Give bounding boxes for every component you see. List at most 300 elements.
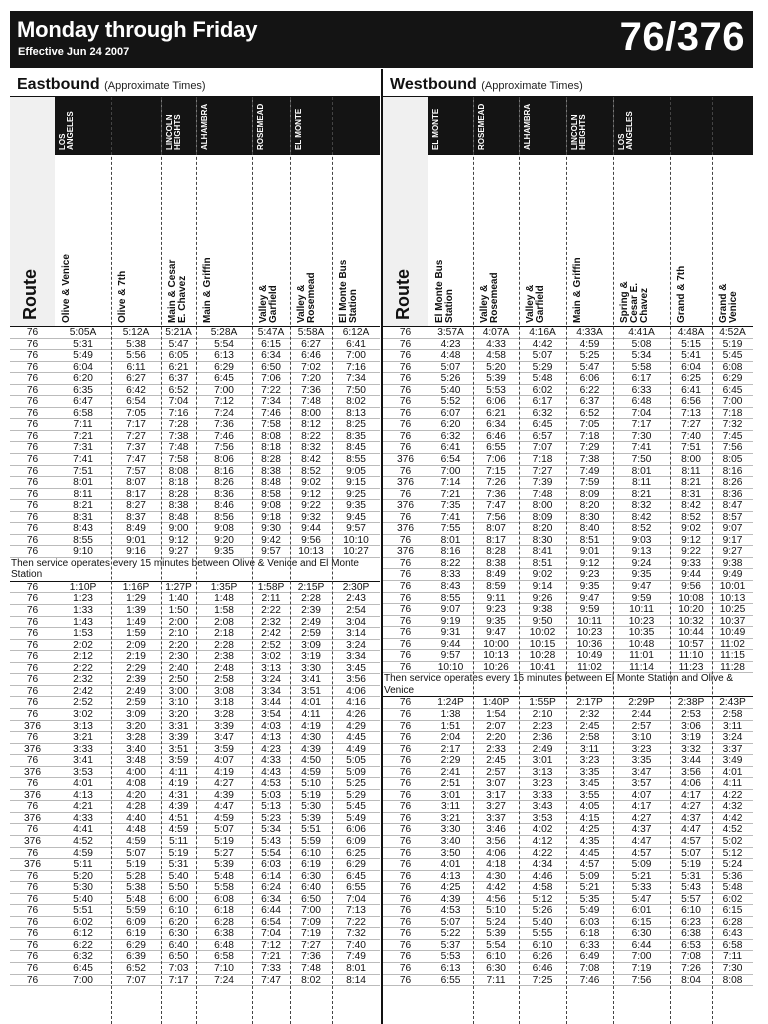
time-cell: 5:49 [579, 905, 600, 917]
time-cell: 4:08 [126, 778, 146, 790]
time-cell: 3:43 [532, 801, 553, 813]
route-cell: 76 [399, 812, 412, 824]
time-cell: 11:01 [629, 650, 654, 662]
column-divider [252, 97, 253, 1024]
route-cell: 76 [399, 720, 412, 732]
time-cell: 6:22 [73, 939, 93, 951]
time-cell: 7:45 [722, 430, 743, 442]
time-cell: 4:25 [579, 824, 600, 836]
time-cell: 2:39 [301, 605, 321, 617]
time-cell: 10:37 [719, 615, 746, 627]
time-cell: 7:33 [261, 962, 281, 974]
route-cell: 376 [24, 766, 41, 778]
route-cell: 76 [399, 778, 412, 790]
time-cell: 6:37 [579, 396, 600, 408]
route-cell: 76 [399, 661, 412, 673]
time-cell: 6:48 [631, 396, 652, 408]
time-cell: 4:21 [73, 801, 93, 813]
time-cell: 8:49 [126, 523, 146, 535]
time-cell: 3:33 [73, 743, 93, 755]
time-cell: 2:28 [214, 639, 234, 651]
time-cell: 5:41 [681, 350, 701, 362]
time-cell: 3:41 [301, 674, 321, 686]
time-cell: 4:57 [681, 835, 701, 847]
time-cell: 5:15 [681, 338, 701, 350]
table-row [10, 350, 380, 362]
table-row [383, 500, 753, 512]
time-cell: 7:18 [579, 430, 600, 442]
table-row [383, 627, 753, 639]
time-cell: 3:37 [722, 743, 743, 755]
time-cell: 2:48 [214, 662, 234, 674]
time-cell: 11:28 [720, 661, 745, 673]
table-row [383, 709, 753, 721]
time-cell: 7:19 [301, 928, 321, 940]
time-cell: 5:35 [579, 893, 600, 905]
time-cell: 8:46 [214, 500, 234, 512]
time-cell: 3:56 [346, 674, 366, 686]
route-cell: 76 [26, 893, 39, 905]
time-cell: 6:30 [631, 928, 652, 940]
table-row [383, 732, 753, 744]
table-row [383, 604, 753, 616]
time-cell: 10:49 [719, 627, 746, 639]
time-cell: 4:53 [261, 778, 281, 790]
time-cell: 9:07 [440, 604, 461, 616]
time-cell: 5:19 [681, 859, 701, 871]
route-cell: 76 [26, 327, 39, 338]
time-cell: 4:15 [579, 812, 600, 824]
time-cell: 5:05 [346, 755, 366, 767]
time-cell: 9:17 [722, 534, 743, 546]
service-note: Then service operates every 15 minutes between Olive & Venice and El Monte Station [10, 558, 380, 582]
time-cell: 5:09 [346, 766, 366, 778]
route-cell: 76 [26, 939, 39, 951]
time-cell: 7:47 [486, 500, 506, 512]
time-cell: 9:18 [261, 511, 281, 523]
stop-header [252, 154, 290, 326]
time-cell: 2:20 [486, 732, 506, 744]
time-cell: 6:54 [261, 916, 281, 928]
time-cell: 5:12 [532, 893, 553, 905]
time-cell: 8:55 [440, 592, 461, 604]
time-cell: 7:00 [440, 465, 461, 477]
time-cell: 4:13 [73, 789, 93, 801]
route-cell: 76 [26, 778, 39, 790]
table-row [10, 744, 380, 756]
route-cell: 376 [24, 859, 41, 871]
time-cell: 6:10 [168, 905, 189, 917]
time-cell: 5:53 [486, 384, 506, 396]
time-cell: 5:12 [722, 847, 743, 859]
time-cell: 10:10 [343, 534, 369, 546]
time-cell: 8:32 [631, 500, 652, 512]
table-row [383, 489, 753, 501]
westbound-title-text: Westbound [390, 76, 477, 93]
route-cell: 76 [399, 384, 412, 396]
time-cell: 6:32 [532, 407, 553, 419]
time-cell: 2:42 [73, 685, 93, 697]
time-cell: 5:59 [126, 905, 146, 917]
time-cell: 5:24 [486, 916, 506, 928]
time-cell: 4:11 [722, 778, 743, 790]
route-cell: 76 [399, 407, 412, 419]
time-cell: 4:57 [579, 859, 600, 871]
table-row [383, 975, 753, 987]
time-cell: 2:38P [677, 697, 705, 709]
time-cell: 7:56 [486, 511, 506, 523]
table-row [383, 546, 753, 558]
time-cell: 5:45 [346, 801, 366, 813]
time-cell: 4:11 [168, 766, 189, 778]
time-cell: 6:40 [168, 939, 189, 951]
table-row [383, 871, 753, 883]
route-cell: 76 [399, 893, 412, 905]
time-cell: 6:44 [261, 905, 281, 917]
time-cell: 4:53 [440, 905, 461, 917]
time-cell: 2:30 [168, 651, 189, 663]
time-cell: 8:58 [261, 488, 281, 500]
city-name: LOS ANGELES [58, 111, 75, 150]
time-cell: 3:00 [168, 685, 189, 697]
time-cell: 7:40 [346, 939, 366, 951]
route-cell: 76 [399, 569, 412, 581]
time-cell: 6:37 [168, 373, 189, 385]
time-cell: 2:59 [126, 697, 146, 709]
route-cell: 76 [26, 605, 39, 617]
time-cell: 8:09 [579, 488, 600, 500]
time-cell: 8:52 [631, 523, 652, 535]
time-cell: 5:53 [440, 951, 461, 963]
time-cell: 4:39 [168, 801, 189, 813]
city-band [428, 97, 753, 154]
time-cell: 3:55 [579, 789, 600, 801]
table-row [10, 396, 380, 408]
route-cell: 376 [24, 743, 41, 755]
route-cell: 76 [399, 361, 412, 373]
time-cell: 5:24 [722, 859, 743, 871]
time-cell: 8:31 [681, 488, 701, 500]
time-cell: 6:30 [486, 962, 506, 974]
table-row [383, 362, 753, 374]
time-cell: 10:48 [628, 638, 655, 650]
route-cell: 76 [26, 870, 39, 882]
time-cell: 3:44 [681, 755, 701, 767]
time-cell: 5:30 [73, 882, 93, 894]
time-cell: 7:22 [346, 916, 366, 928]
time-cell: 5:50 [168, 882, 189, 894]
table-row [10, 535, 380, 547]
time-cell: 6:29 [346, 859, 366, 871]
time-cell: 9:26 [532, 592, 553, 604]
time-cell: 8:41 [532, 546, 553, 558]
route-cell: 76 [26, 662, 39, 674]
eastbound-title-text: Eastbound [17, 76, 100, 93]
time-cell: 3:39 [168, 732, 189, 744]
time-cell: 3:35 [579, 766, 600, 778]
time-cell: 6:13 [440, 962, 461, 974]
route-cell: 76 [26, 581, 39, 593]
route-cell: 76 [399, 847, 412, 859]
time-cell: 7:19 [631, 962, 652, 974]
table-row [10, 373, 380, 385]
time-cell: 8:21 [73, 500, 93, 512]
time-cell: 7:39 [532, 477, 553, 489]
time-cell: 10:23 [628, 615, 655, 627]
time-cell: 2:40 [168, 662, 189, 674]
time-cell: 7:30 [722, 962, 743, 974]
time-cell: 2:07 [486, 720, 506, 732]
table-row [383, 616, 753, 628]
time-cell: 2:58 [214, 674, 234, 686]
time-cell: 10:20 [678, 604, 704, 616]
route-cell: 376 [24, 720, 41, 732]
time-cell: 8:30 [579, 511, 600, 523]
time-cell: 6:20 [73, 373, 93, 385]
time-cell: 1:53 [73, 628, 93, 640]
time-cell: 6:15 [722, 905, 743, 917]
time-cell: 3:56 [681, 766, 701, 778]
time-cell: 7:08 [681, 951, 701, 963]
table-row [383, 327, 753, 339]
route-cell: 76 [26, 488, 39, 500]
time-cell: 8:08 [722, 974, 743, 986]
time-cell: 3:47 [214, 732, 234, 744]
time-cell: 7:26 [486, 477, 506, 489]
time-cell: 4:20 [126, 789, 146, 801]
time-cell: 6:01 [631, 905, 652, 917]
time-cell: 9:16 [126, 546, 146, 558]
time-cell: 2:23 [532, 720, 553, 732]
time-cell: 8:31 [73, 511, 93, 523]
time-cell: 3:02 [261, 651, 281, 663]
time-cell: 2:17 [440, 743, 461, 755]
route-cell: 76 [26, 974, 39, 986]
time-cell: 8:56 [214, 511, 234, 523]
time-cell: 8:11 [631, 477, 652, 489]
time-cell: 3:18 [214, 697, 234, 709]
route-cell: 76 [26, 628, 39, 640]
time-cell: 6:27 [301, 338, 321, 350]
time-cell: 5:39 [301, 812, 321, 824]
time-cell: 7:36 [214, 419, 234, 431]
time-cell: 3:47 [631, 766, 652, 778]
time-cell: 6:19 [301, 859, 321, 871]
time-cell: 4:03 [261, 720, 281, 732]
time-cell: 3:45 [346, 662, 366, 674]
time-cell: 6:25 [346, 847, 366, 859]
time-cell: 5:07 [126, 847, 146, 859]
table-row [383, 396, 753, 408]
time-cell: 9:10 [73, 546, 93, 558]
time-cell: 9:02 [532, 569, 553, 581]
time-cell: 8:51 [532, 557, 553, 569]
time-cell: 9:27 [722, 546, 743, 558]
eastbound-timetable [10, 326, 380, 986]
time-cell: 7:24 [214, 407, 234, 419]
time-cell: 4:37 [631, 824, 652, 836]
time-cell: 3:01 [532, 755, 553, 767]
time-cell: 3:40 [126, 743, 146, 755]
route-cell: 76 [399, 581, 412, 593]
time-cell: 8:00 [681, 454, 701, 466]
city-header [252, 97, 290, 154]
time-cell: 3:59 [214, 743, 234, 755]
time-cell: 5:34 [631, 350, 652, 362]
time-cell: 9:07 [722, 523, 743, 535]
time-cell: 4:39 [214, 789, 234, 801]
time-cell: 4:12 [532, 835, 553, 847]
table-row [10, 617, 380, 629]
time-cell: 6:27 [126, 373, 146, 385]
time-cell: 4:33 [73, 812, 93, 824]
time-cell: 6:11 [126, 361, 146, 373]
time-cell: 10:25 [719, 604, 746, 616]
stop-name: Valley & Garfield [525, 284, 546, 323]
table-row [383, 905, 753, 917]
route-cell: 76 [26, 523, 39, 535]
time-cell: 9:01 [126, 534, 146, 546]
route-cell: 76 [26, 962, 39, 974]
route-cell: 76 [26, 951, 39, 963]
city-name: ROSEMEAD [477, 103, 486, 150]
westbound-subtitle: (Approximate Times) [481, 80, 583, 92]
time-cell: 2:45 [486, 755, 506, 767]
time-cell: 9:50 [532, 615, 553, 627]
time-cell: 6:12A [342, 327, 370, 338]
time-cell: 7:00 [722, 396, 743, 408]
stop-header [712, 154, 753, 326]
time-cell: 6:38 [214, 928, 234, 940]
time-cell: 2:43 [346, 593, 366, 605]
time-cell: 9:23 [486, 604, 506, 616]
route-cell: 76 [26, 801, 39, 813]
time-cell: 3:28 [214, 708, 234, 720]
stop-name: Valley & Rosemead [479, 272, 500, 323]
time-cell: 3:31 [168, 720, 189, 732]
time-cell: 5:59 [301, 835, 321, 847]
time-cell: 5:30 [301, 801, 321, 813]
stop-name: El Monte Bus Station [434, 259, 455, 323]
time-cell: 7:10 [214, 962, 234, 974]
time-cell: 8:17 [126, 488, 146, 500]
time-cell: 8:07 [126, 477, 146, 489]
time-cell: 7:27 [126, 430, 146, 442]
time-cell: 3:30 [440, 824, 461, 836]
time-cell: 2:45 [579, 720, 600, 732]
time-cell: 2:29P [628, 697, 655, 709]
route-cell: 76 [26, 882, 39, 894]
time-cell: 7:30 [631, 430, 652, 442]
table-row [383, 477, 753, 489]
time-cell: 10:26 [483, 661, 509, 673]
time-cell: 4:59 [73, 847, 93, 859]
time-cell: 9:35 [346, 500, 366, 512]
time-cell: 9:01 [579, 546, 600, 558]
time-cell: 3:07 [486, 778, 506, 790]
time-cell: 4:06 [681, 778, 701, 790]
route-cell: 76 [26, 755, 39, 767]
time-cell: 3:53 [73, 766, 93, 778]
time-cell: 5:21 [579, 882, 600, 894]
time-cell: 6:20 [168, 916, 189, 928]
stop-name: Main & Griffin [202, 257, 213, 323]
time-cell: 8:04 [681, 974, 701, 986]
time-cell: 7:49 [579, 465, 600, 477]
time-cell: 4:45 [579, 847, 600, 859]
route-cell: 76 [399, 743, 412, 755]
route-cell: 76 [26, 534, 39, 546]
time-cell: 5:02 [722, 835, 743, 847]
time-cell: 5:58A [297, 327, 325, 338]
route-cell: 76 [399, 627, 412, 639]
time-cell: 2:50 [168, 674, 189, 686]
time-cell: 9:44 [301, 523, 321, 535]
table-row [10, 859, 380, 871]
time-cell: 7:17 [631, 419, 652, 431]
time-cell: 4:02 [532, 824, 553, 836]
time-cell: 6:57 [532, 430, 553, 442]
time-cell: 5:31 [168, 859, 189, 871]
time-cell: 4:47 [214, 801, 234, 813]
time-cell: 8:06 [214, 454, 234, 466]
time-cell: 3:21 [73, 732, 93, 744]
time-cell: 8:17 [486, 534, 506, 546]
time-cell: 7:05 [579, 419, 600, 431]
time-cell: 2:11 [261, 593, 281, 605]
route-cell: 76 [26, 847, 39, 859]
route-cell: 76 [26, 407, 39, 419]
time-cell: 7:04 [261, 928, 281, 940]
time-cell: 2:08 [214, 616, 234, 628]
route-cell: 76 [399, 962, 412, 974]
city-header [566, 97, 613, 154]
time-cell: 3:19 [301, 651, 321, 663]
time-cell: 3:41 [73, 755, 93, 767]
time-cell: 3:23 [631, 743, 652, 755]
time-cell: 4:52 [73, 835, 93, 847]
route-cell: 76 [399, 592, 412, 604]
time-cell: 2:04 [440, 732, 461, 744]
time-cell: 7:58 [168, 454, 189, 466]
route-cell: 76 [26, 465, 39, 477]
time-cell: 8:36 [722, 488, 743, 500]
time-cell: 7:24 [214, 974, 234, 986]
table-row [10, 454, 380, 466]
time-cell: 5:07 [440, 916, 461, 928]
time-cell: 5:12A [122, 327, 150, 338]
time-cell: 7:46 [214, 430, 234, 442]
time-cell: 10:13 [298, 546, 324, 558]
route-cell: 76 [399, 465, 412, 477]
time-cell: 7:41 [440, 511, 461, 523]
time-cell: 6:45 [722, 384, 743, 396]
time-cell: 8:38 [261, 465, 281, 477]
time-cell: 2:00 [168, 616, 189, 628]
time-cell: 4:07A [482, 327, 510, 338]
route-cell: 76 [26, 419, 39, 431]
time-cell: 7:06 [261, 373, 281, 385]
time-cell: 5:47 [168, 338, 189, 350]
stop-header [613, 154, 670, 326]
table-row [10, 790, 380, 802]
time-cell: 3:46 [486, 824, 506, 836]
time-cell: 6:53 [681, 939, 701, 951]
stop-header [566, 154, 613, 326]
time-cell: 4:01 [301, 697, 321, 709]
time-cell: 8:16 [214, 465, 234, 477]
table-row [383, 790, 753, 802]
